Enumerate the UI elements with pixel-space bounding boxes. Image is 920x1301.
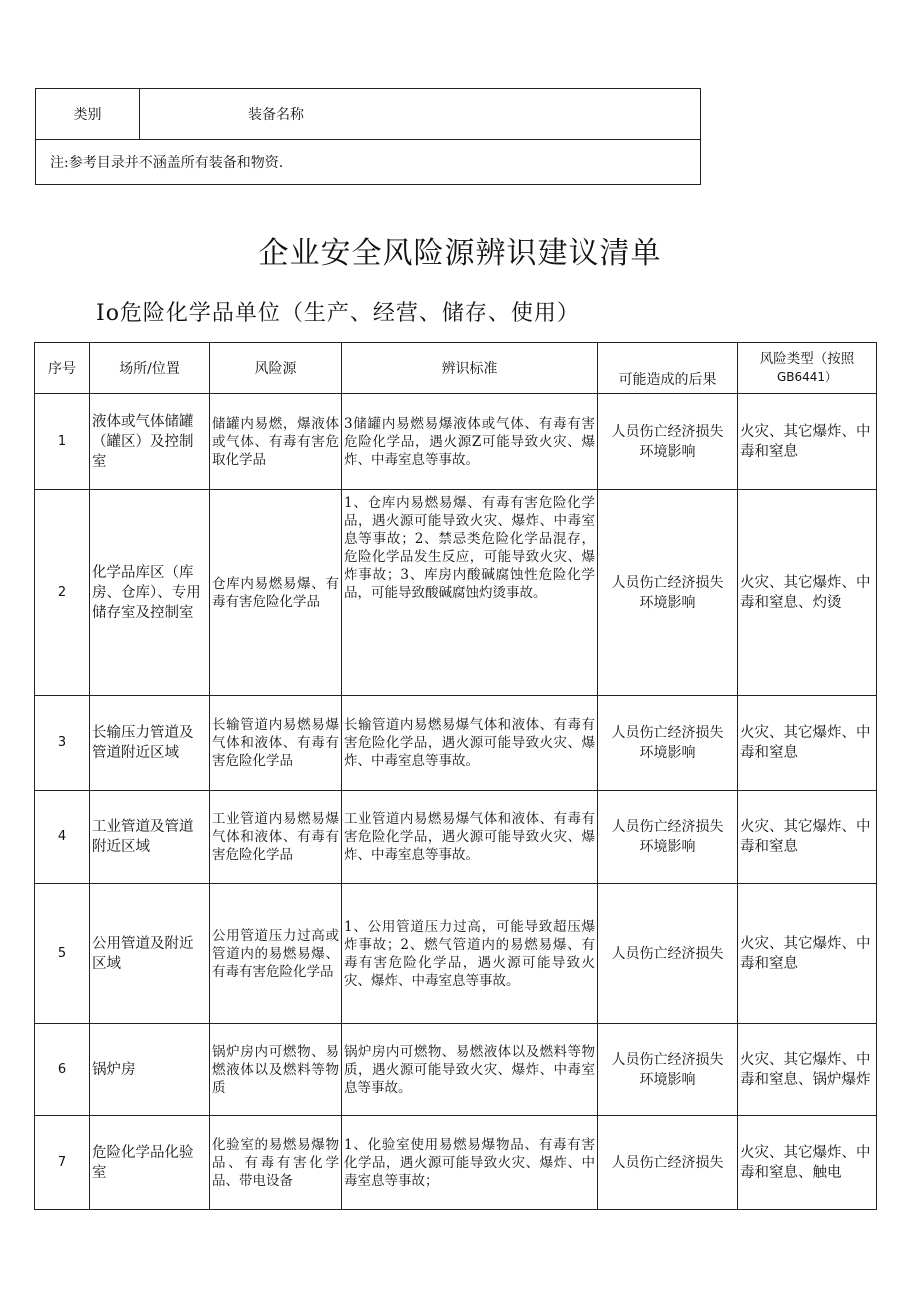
equipment-col-category: 类别: [36, 89, 140, 140]
consequence-line1: 人员伤亡经济损失: [611, 1051, 724, 1068]
cell-consequence: [598, 490, 738, 696]
header-standard: 辨识标准: [342, 343, 598, 394]
header-type-line1: 风险类型（按照: [759, 351, 855, 367]
risk-table: [34, 342, 877, 1210]
cell-standard: 工业管道内易燃易爆气体和液体、有毒有害危险化学品，遇火源可能导致火灾、爆炸、中毒室息等事故。: [342, 791, 598, 884]
cell-no: 7: [35, 1116, 90, 1210]
cell-standard: 1、化验室使用易燃易爆物品、有毒有害化学品，遇火源可能导致火灾、爆炸、中毒室息等事故；: [342, 1116, 598, 1210]
cell-type: 火灾、其它爆炸、中毒和窒息、触电: [738, 1116, 877, 1210]
equipment-note: 注:参考目录并不涵盖所有装备和物资.: [36, 140, 701, 185]
cell-place: 公用管道及附近区域: [90, 884, 210, 1024]
consequence-line2: 环境影响: [639, 594, 696, 611]
cell-no: 4: [35, 791, 90, 884]
page-title: 企业安全风险源辨识建议清单: [258, 236, 662, 271]
cell-no: 3: [35, 696, 90, 791]
cell-source: 公用管道压力过高或管道内的易燃易爆、有毒有害危险化学品: [210, 884, 342, 1024]
cell-standard: 锅炉房内可燃物、易燃液体以及燃料等物质，遇火源可能导致火灾、爆炸、中毒室息等事故。: [342, 1024, 598, 1116]
consequence-line2: 环境影响: [639, 839, 696, 855]
cell-type: 火灾、其它爆炸、中毒和窒息: [738, 696, 877, 791]
cell-no: 6: [35, 1024, 90, 1116]
cell-consequence: [598, 1024, 738, 1116]
cell-type: 火灾、其它爆炸、中毒和窒息: [738, 884, 877, 1024]
cell-consequence: [598, 394, 738, 490]
table-row: [35, 1024, 877, 1116]
table-row: [35, 394, 877, 490]
cell-no: 1: [35, 394, 90, 490]
cell-consequence: [598, 791, 738, 884]
cell-consequence: [598, 1116, 738, 1210]
consequence-line1: 人员伤亡经济损失: [611, 819, 724, 835]
header-type-line2: GB6441）: [776, 370, 838, 384]
cell-place: 化学品库区（库房、仓库）、专用储存室及控制室: [90, 490, 210, 696]
cell-standard: 3储罐内易燃易爆液体或气体、有毒有害危险化学品，遇火源Z可能导致火灾、爆炸、中毒室息等事故。: [342, 394, 598, 490]
cell-source: 化验室的易燃易爆物品、有毒有害化学品、带电设备: [210, 1116, 342, 1210]
consequence-line1: 人员伤亡经济损失: [611, 725, 724, 741]
cell-no: 2: [35, 490, 90, 696]
cell-place: 液体或气体储罐（罐区）及控制室: [90, 394, 210, 490]
cell-type: 火灾、其它爆炸、中毒和窒息: [738, 394, 877, 490]
table-row: [35, 1116, 877, 1210]
cell-standard: 长输管道内易燃易爆气体和液体、有毒有害危险化学品，遇火源可能导致火灾、爆炸、中毒室息等事故。: [342, 696, 598, 791]
cell-consequence: [598, 884, 738, 1024]
section-title: Io危险化学品单位（生产、经营、储存、使用）: [96, 301, 580, 326]
equipment-header-row: [36, 89, 701, 140]
cell-place: 长输压力管道及管道附近区域: [90, 696, 210, 791]
cell-source: 仓库内易燃易爆、有毒有害危险化学品: [210, 490, 342, 696]
cell-source: 长输管道内易燃易爆气体和液体、有毒有害危险化学品: [210, 696, 342, 791]
header-place: 场所/位置: [90, 343, 210, 394]
consequence-line2: 环境影响: [639, 1071, 696, 1088]
cell-place: 工业管道及管道附近区域: [90, 791, 210, 884]
cell-no: 5: [35, 884, 90, 1024]
cell-standard: 1、仓库内易燃易爆、有毒有害危险化学品，遇火源可能导致火灾、爆炸、中毒室息等事故；2、禁忌类危险化学品混存，危险化学品发生反应，可能导致火灾、爆炸事故；3、库房内酸碱腐蚀性危险化学品，可能导致酸碱腐蚀灼烫事故。: [342, 490, 598, 696]
cell-type: 火灾、其它爆炸、中毒和窒息、锅炉爆炸: [738, 1024, 877, 1116]
cell-source: 工业管道内易燃易爆气体和液体、有毒有害危险化学品: [210, 791, 342, 884]
table-row: [35, 696, 877, 791]
table-row: [35, 791, 877, 884]
cell-type: 火灾、其它爆炸、中毒和窒息: [738, 791, 877, 884]
header-consequence: 可能造成的后果: [598, 343, 738, 394]
consequence-line1: 人员伤亡经济损失: [611, 1154, 724, 1171]
cell-consequence: [598, 696, 738, 791]
consequence-line1: 人员伤亡经济损失: [611, 945, 724, 962]
cell-source: 锅炉房内可燃物、易燃液体以及燃料等物质: [210, 1024, 342, 1116]
equipment-note-row: [36, 140, 701, 185]
cell-type: 火灾、其它爆炸、中毒和窒息、灼烫: [738, 490, 877, 696]
equipment-table: [35, 88, 701, 185]
header-type: [738, 343, 877, 394]
table-row: [35, 884, 877, 1024]
consequence-line2: 环境影响: [639, 443, 696, 460]
cell-place: 危险化学品化验室: [90, 1116, 210, 1210]
consequence-line2: 环境影响: [639, 745, 696, 761]
consequence-line1: 人员伤亡经济损失: [611, 423, 724, 440]
table-row: [35, 490, 877, 696]
cell-standard: 1、公用管道压力过高，可能导致超压爆炸事故；2、燃气管道内的易燃易爆、有毒有害危险化学品，遇火源可能导致火灾、爆炸、中毒室息等事故。: [342, 884, 598, 1024]
risk-table-header: [35, 343, 877, 394]
header-source: 风险源: [210, 343, 342, 394]
consequence-line1: 人员伤亡经济损失: [611, 574, 724, 591]
cell-place: 锅炉房: [90, 1024, 210, 1116]
cell-source: 储罐内易燃，爆液体或气体、有毒有害危取化学品: [210, 394, 342, 490]
header-no: 序号: [35, 343, 90, 394]
equipment-col-name: 装备名称: [140, 89, 701, 140]
